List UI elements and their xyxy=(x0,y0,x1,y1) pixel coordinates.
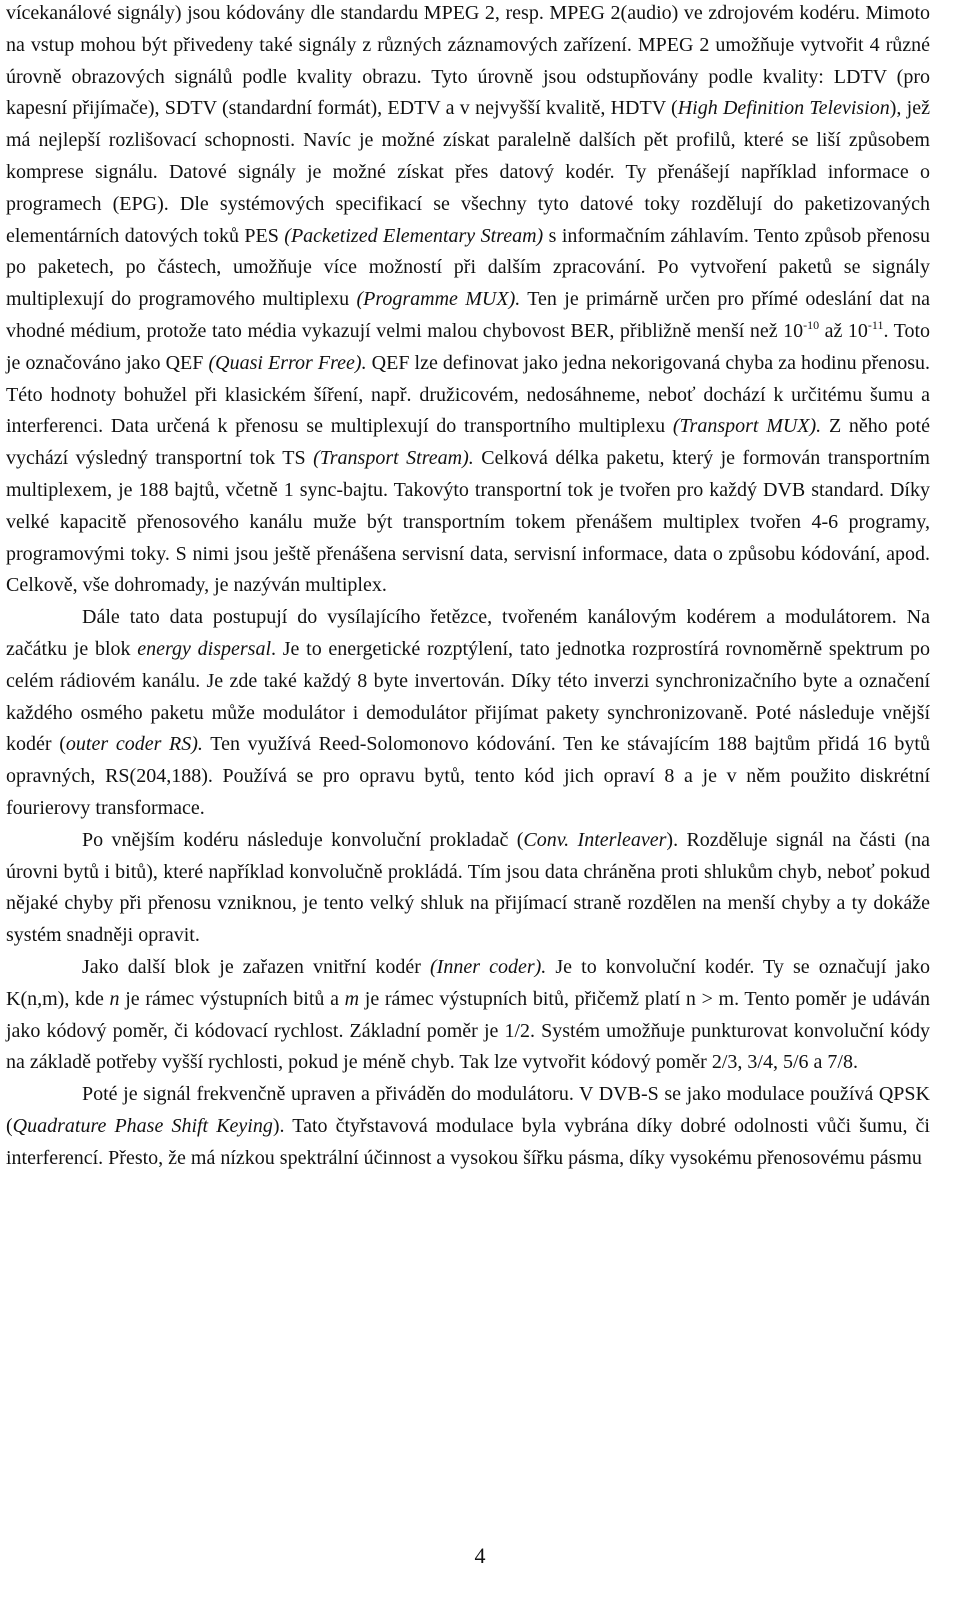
paragraph-interleaver xyxy=(6,825,930,952)
italic-term: m xyxy=(344,987,360,1010)
text-segment: až 10 xyxy=(819,319,868,342)
paragraph-inner-coder xyxy=(6,952,930,1079)
italic-term: (Packetized Elementary Stream) xyxy=(284,224,544,247)
text-segment: Ten využívá Reed-Solomonovo kódování. Ten ke stávajícím 188 bajtům přidá 16 bytů opravných, RS(204,188). Používá se pro opravu bytů, tento kód jich opraví 8 a je v něm použito diskrétní fourierovy transformace. xyxy=(6,733,930,819)
italic-term: Quadrature Phase Shift Keying xyxy=(12,1114,273,1137)
italic-term: energy dispersal xyxy=(137,637,272,660)
text-segment: Dále tato data postupují do vysílajícího řetězce, tvořeném kanálovým kodérem a modulátorem. Na začátku je blok xyxy=(6,606,930,660)
text-segment: vícekanálové signály) jsou kódovány dle standardu MPEG 2, resp. MPEG 2(audio) ve zdrojovém kodéru. Mimoto na vstup mohou být přivedeny také signály z různých záznamových zařízení. MPEG 2 umožňuje vytvořit 4 různé úrovně obrazových signálů podle kvality obrazu. Tyto úrovně jsou odstupňovány podle kvality: LDTV (pro kapesní přijímače), SDTV (standardní formát), EDTV a v nejvyšší kvalitě, HDTV ( xyxy=(6,2,930,120)
text-segment: je rámec výstupních bitů a xyxy=(119,987,345,1010)
paragraph-qpsk-modulation xyxy=(6,1079,930,1174)
text-segment: Jako další blok je zařazen vnitřní kodér xyxy=(82,955,431,978)
exponent: -10 xyxy=(803,317,820,332)
italic-term: outer coder RS). xyxy=(65,733,203,756)
text-segment: je rámec výstupních bitů, přičemž platí n > m. Tento poměr je udáván jako kódový poměr, či kódovací rychlost. Základní poměr je 1/2. Systém umožňuje punkturovat konvoluční kódy na základě potřeby vyšší rychlosti, pokud je méně chyb. Tak lze vytvořit kódový poměr 2/3, 3/4, 5/6 a 7/8. xyxy=(6,987,930,1074)
page-number: 4 xyxy=(474,1543,486,1568)
text-segment: Celková délka paketu, který je formován transportním multiplexem, je 188 bajtů, včetně 1 sync-bajtu. Takovýto transportní tok je tvořen pro každý DVB standard. Díky velké kapacitě přenosového kanálu muže být transportním tokem přenášem multiplex tvořen 4-6 programy, programovými toky. S nimi jsou ještě přenášena servisní data, servisní informace, data o způsobu kódování, apod. Celkově, vše dohromady, je nazýván multiplex. xyxy=(6,447,930,597)
text-segment: QEF lze definovat jako jedna nekorigovaná chyba za hodinu přenosu. Této hodnoty bohužel při klasickém šíření, např. družicovém, nedosáhneme, neboť dochází k určitému šumu a interferenci. Data určená k přenosu se multiplexují do transportního multiplexu xyxy=(6,351,930,438)
text-segment: ), jež má nejlepší rozlišovací schopnosti. Navíc je možné získat paralelně dalších pět profilů, které se liší způsobem komprese signálu. Datové signály je možné získat přes datový kodér. Ty přenášejí například informace o programech (EPG). Dle systémových specifikací se všechny tyto datové toky rozdělují do paketizovaných elementárních datových toků PES xyxy=(6,97,930,247)
text-segment: Z něho poté vychází výsledný transportní tok TS xyxy=(6,415,930,470)
italic-term: (Inner coder). xyxy=(430,955,547,978)
italic-term: n xyxy=(109,987,120,1010)
italic-term: High Definition Television xyxy=(677,97,890,120)
paragraph-energy-dispersal xyxy=(6,602,930,825)
paragraph-mpeg-multiplex xyxy=(6,0,930,602)
text-segment: . Toto je označováno jako QEF xyxy=(6,319,931,374)
italic-term: (Transport MUX). xyxy=(672,415,822,438)
italic-term: (Programme MUX). xyxy=(356,288,521,311)
italic-term: (Quasi Error Free). xyxy=(208,351,367,374)
text-segment: ). Rozděluje signál na části (na úrovni bytů i bitů), které například konvolučně prokládá. Tím jsou data chráněna proti shlukům chyb, neboť pokud nějaké chyby při přenosu vzniknou, je tento velký shluk na přijímací straně rozdělen na menší chyby a ty dokáže systém snadněji opravit. xyxy=(6,828,930,947)
text-segment: Ten je primárně určen pro přímé odeslání dat na vhodné médium, protože tato média vykazují velmi malou chybovost BER, přibližně menší než 10 xyxy=(6,288,930,342)
exponent: -11 xyxy=(867,317,884,332)
italic-term: (Transport Stream). xyxy=(313,447,474,470)
text-segment: ). Tato čtyřstavová modulace byla vybrána díky dobré odolnosti vůči šumu, či interferencí. Přesto, že má nízkou spektrální účinnost a vysokou šířku pásma, díky vysokému přenosovému pásmu xyxy=(6,1114,930,1169)
text-segment: Po vnějším kodéru následuje konvoluční prokladač ( xyxy=(82,828,524,851)
text-segment: Poté je signál frekvenčně upraven a přiváděn do modulátoru. V DVB-S se jako modulace používá QPSK ( xyxy=(6,1083,930,1137)
text-segment: Je to konvoluční kodér. Ty se označují jako K(n,m), kde xyxy=(6,955,930,1010)
italic-term: Conv. Interleaver xyxy=(523,828,667,851)
text-segment: . Je to energetické rozptýlení, tato jednotka rozprostírá rovnoměrně spektrum po celém rádiovém kanálu. Je zde také každý 8 byte invertován. Díky této inverzi synchronizačního byte a označení každého osmého paketu může modulátor i demodulátor přijímat pakety synchronizovaně. Poté následuje vnější kodér ( xyxy=(6,637,930,756)
text-segment: s informačním záhlavím. Tento způsob přenosu po paketech, po částech, umožňuje více možností při dalším zpracování. Po vytvoření paketů se signály multiplexují do programového multiplexu xyxy=(6,224,931,311)
